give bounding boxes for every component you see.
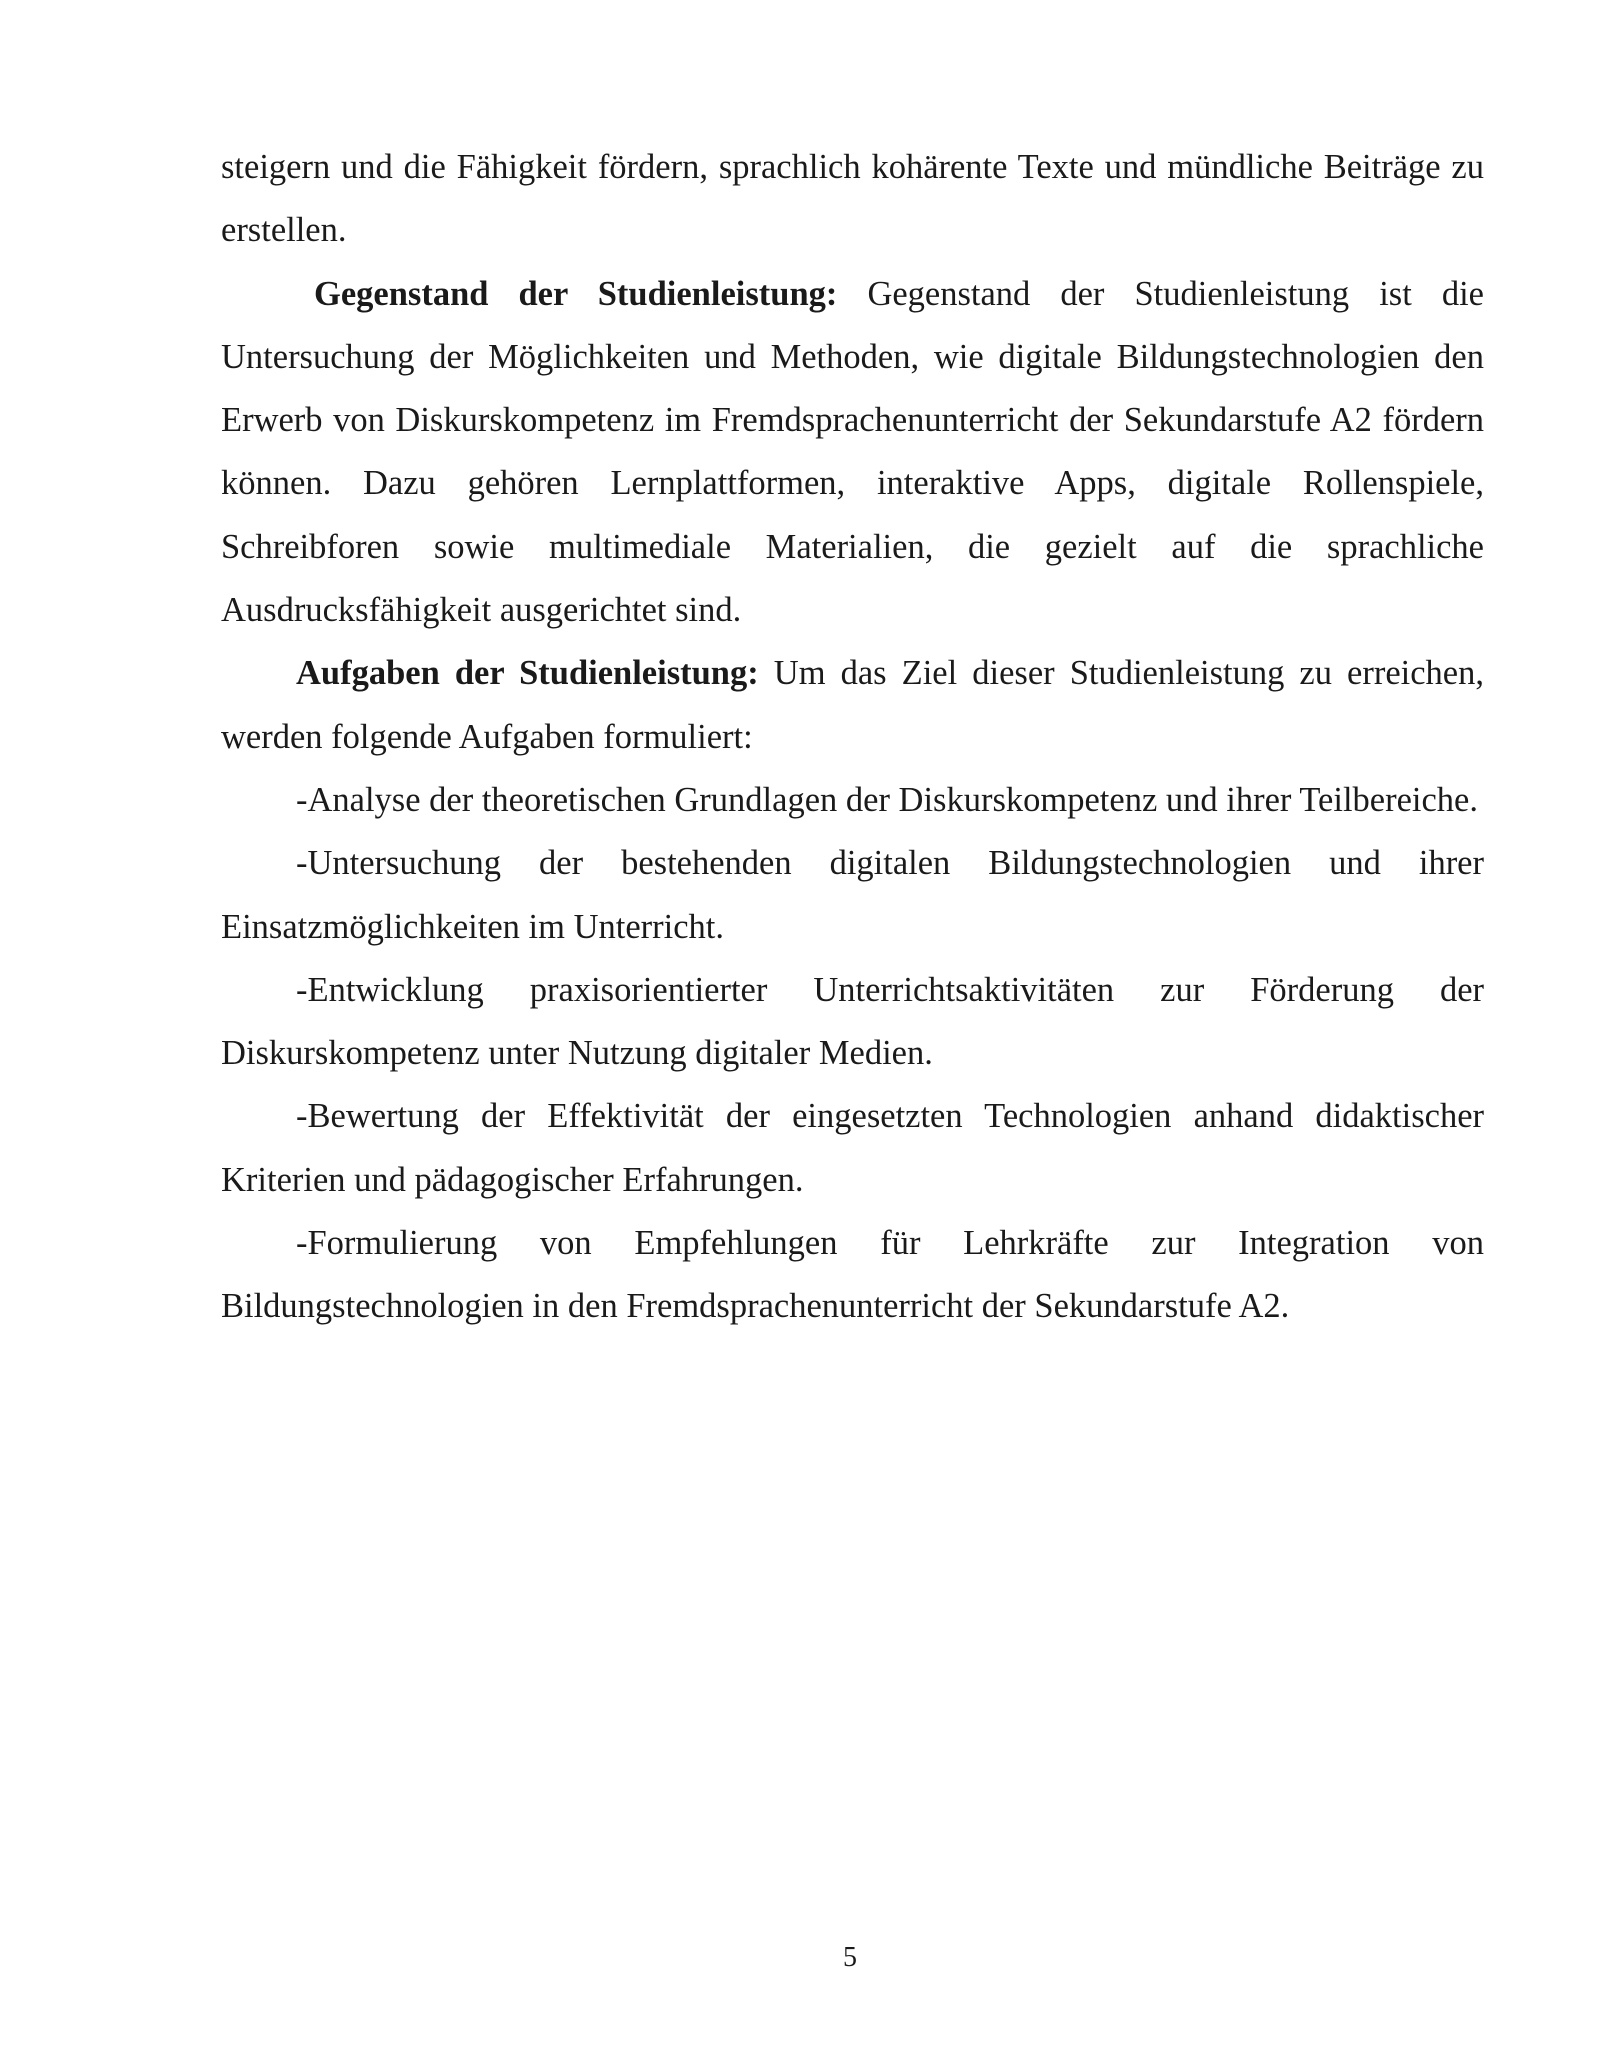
task-item: -Entwicklung praxisorientierter Unterrichtsaktivitäten zur Förderung der Diskurskompetenz unter Nutzung digitaler Medien. bbox=[221, 970, 1484, 1073]
paragraph-aufgaben bbox=[221, 642, 1484, 769]
paragraph-text: Um das Ziel dieser Studienleistung zu erreichen, werden folgende Aufgaben formuliert: bbox=[221, 654, 1484, 756]
task-item: -Analyse der theoretischen Grundlagen der Diskurskompetenz und ihrer Teilbereiche. bbox=[296, 780, 1478, 819]
paragraph-continuation bbox=[221, 136, 1484, 263]
paragraph-heading: Gegenstand der Studienleistung: bbox=[314, 274, 838, 313]
task-item: -Bewertung der Effektivität der eingesetzten Technologien anhand didaktischer Kriterien und pädagogischer Erfahrungen. bbox=[221, 1097, 1484, 1199]
paragraph-gegenstand bbox=[221, 263, 1484, 643]
paragraph-text: steigern und die Fähigkeit fördern, sprachlich kohärente Texte und mündliche Beiträge zu erstellen. bbox=[221, 148, 1484, 250]
task-item: -Formulierung von Empfehlungen für Lehrkräfte zur Integration von Bildungstechnologien in den Fremdsprachenunterricht der Sekundarstufe A2. bbox=[221, 1224, 1484, 1326]
paragraph-text: Gegenstand der Studienleistung ist die Untersuchung der Möglichkeiten und Methoden, wie digitale Bildungstechnologien den Erwerb von Diskurskompetenz im Fremdsprachenunterricht der Sekundarstufe A2 fördern können. Dazu gehören Lernplattformen, interaktive Apps, digitale Rollenspiele, Schreibforen sowie multimediale Materialien, die gezielt auf die sprachliche Ausdrucksfähigkeit ausgerichtet sind. bbox=[221, 274, 1484, 630]
paragraph-heading: Aufgaben der Studienleistung: bbox=[296, 654, 759, 693]
body-text bbox=[221, 136, 1484, 1339]
task-item: -Untersuchung der bestehenden digitalen Bildungstechnologien und ihrer Einsatzmöglichkeiten im Unterricht. bbox=[221, 844, 1484, 946]
page-number: 5 bbox=[843, 1942, 857, 1973]
